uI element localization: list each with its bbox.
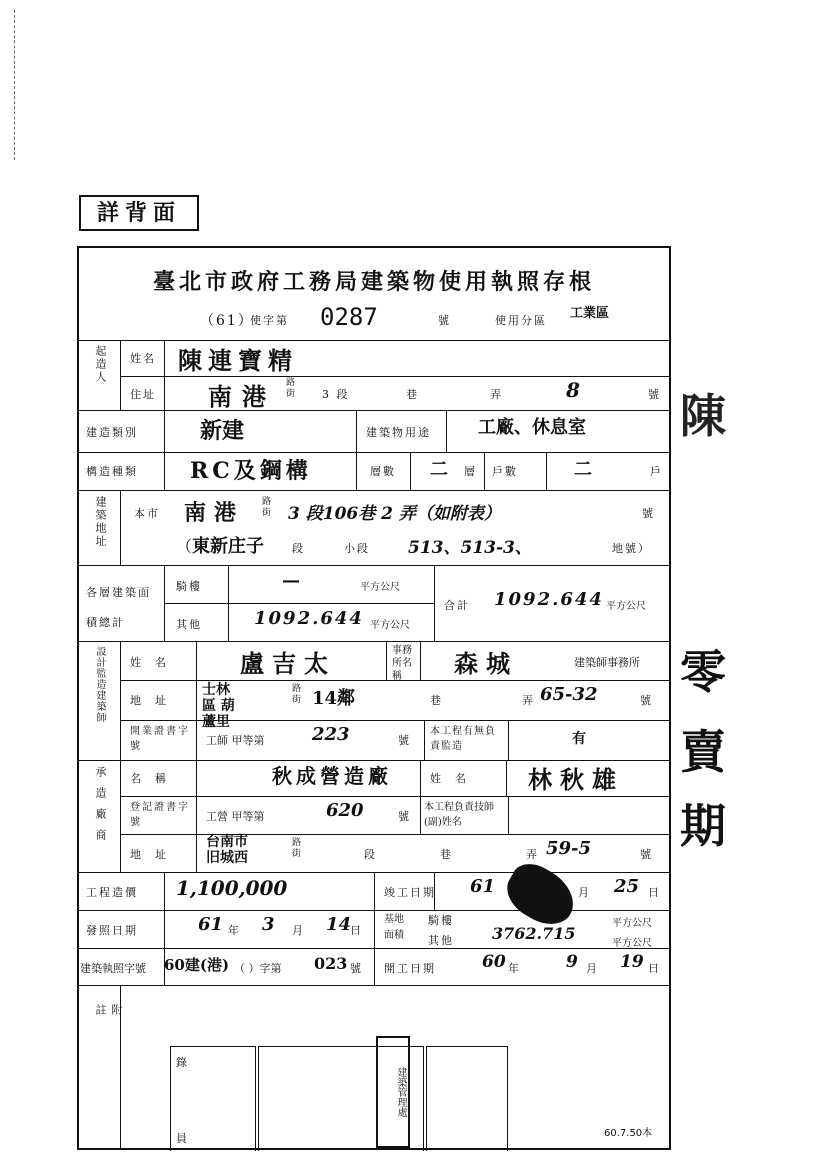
arcade-value: —	[282, 570, 300, 591]
completion-year: 61	[470, 876, 496, 897]
right-margin-char-3: 賣	[680, 725, 726, 779]
license-no: 223	[312, 724, 350, 745]
households-value: 二	[574, 459, 592, 480]
households-label: 戶數	[492, 465, 518, 478]
issue-year-unit: 年	[228, 924, 241, 937]
designer-name-label: 姓名	[130, 656, 180, 669]
builder-group-label: 起造人	[94, 345, 107, 384]
designer-road-unit: 路街	[292, 684, 302, 705]
arcade-unit: 平方公尺	[360, 582, 400, 593]
start-day: 19	[620, 952, 644, 972]
license-suffix: 號	[398, 734, 411, 747]
site-road-unit: 路街	[262, 497, 272, 518]
contractor-lane: 巷	[440, 848, 453, 861]
floor-area-group-label: 各層建築面積總計	[86, 586, 151, 629]
completion-day: 25	[614, 876, 640, 897]
category-label: 建造類別	[86, 426, 138, 439]
license-grade: 工師 甲等第	[206, 734, 265, 747]
designer-group-label: 設計監造建築師	[94, 646, 105, 723]
contractor-name-label: 名稱	[130, 772, 180, 785]
site-road: 南港	[184, 500, 245, 526]
site-group-label: 建築地址	[94, 496, 107, 548]
zone-label: 使用分區	[495, 314, 547, 327]
supervise-label: 本工程有無負責監造	[430, 726, 496, 752]
permit-number: 0287	[320, 303, 378, 331]
reg-label: 登記證書字號	[130, 802, 190, 828]
builder-alley: 弄	[490, 388, 503, 401]
base-arcade-label: 騎樓	[428, 914, 454, 927]
completion-day-unit: 日	[648, 886, 661, 899]
contractor-road-unit: 路街	[292, 838, 302, 859]
site-lot-suffix: 地號）	[612, 542, 651, 555]
site-lots: 513、513-3、	[408, 538, 532, 558]
issue-label: 發照日期	[86, 924, 138, 937]
category-value: 新建	[200, 418, 245, 444]
households-unit: 戶	[650, 465, 663, 478]
builder-name-value: 陳連寶精	[178, 346, 298, 375]
builder-addr-no: 8	[566, 378, 580, 402]
reg-suffix: 號	[398, 810, 411, 823]
designer-addr-area: 士林區 葫蘆里	[202, 682, 235, 730]
designer-name-value: 盧吉太	[240, 649, 336, 678]
contractor-addr-area: 台南市 旧城西	[206, 834, 248, 866]
base-other-value: 3762.715	[492, 924, 576, 943]
other-unit: 平方公尺	[370, 620, 410, 631]
total-value: 1092.644	[494, 589, 604, 610]
license-label: 開業證書字號	[130, 726, 190, 752]
floors-unit: 層	[464, 465, 477, 478]
tech-label: 本工程負責技師(副)姓名	[424, 802, 494, 828]
builder-addr-section: 3 段	[322, 388, 350, 401]
other-value: 1092.644	[254, 608, 364, 629]
total-label: 合計	[444, 599, 470, 612]
builder-addr-label: 住址	[130, 388, 156, 401]
builder-road-unit: 路街	[286, 378, 296, 399]
designer-alley: 弄	[522, 694, 535, 707]
site-city: 本市	[134, 507, 160, 520]
designer-addr-label: 地址	[130, 694, 180, 707]
builder-name-label: 姓名	[130, 352, 156, 365]
contractor-group-label: 承造廠商	[94, 766, 107, 850]
stamp-box-left-label: 錄	[176, 1056, 189, 1069]
remarks-label: 附註	[94, 1004, 123, 1075]
build-permit-number: 023	[314, 954, 348, 973]
issue-month: 3	[262, 914, 275, 935]
contractor-addr-no: 59-5	[546, 838, 592, 859]
right-margin-char-2: 零	[680, 645, 726, 699]
official-seal-stamp: 建築管理處	[376, 1036, 410, 1148]
zone-value: 工業區	[570, 306, 610, 321]
build-permit-value: 60建(港)	[164, 956, 230, 974]
contractor-person-value: 林秋雄	[528, 765, 624, 794]
site-subsection: 小段	[344, 542, 370, 555]
site-lot-prefix: （	[176, 537, 193, 556]
stamp-box-left-bottom: 員	[176, 1132, 189, 1145]
completion-label: 竣工日期	[384, 886, 436, 899]
permit-year: （61）	[200, 313, 254, 329]
cost-value: 1,100,000	[176, 876, 288, 900]
contractor-addr-label: 地址	[130, 848, 180, 861]
floors-value: 二	[430, 459, 448, 480]
start-month-unit: 月	[586, 962, 599, 975]
designer-lane: 巷	[430, 694, 443, 707]
issue-year: 61	[198, 914, 224, 935]
office-label: 事務所名稱	[392, 645, 412, 682]
arcade-label: 騎樓	[176, 580, 202, 593]
contractor-person-label: 姓名	[430, 772, 480, 785]
build-permit-label: 建築執照字號	[80, 962, 146, 975]
issue-month-unit: 月	[292, 924, 305, 937]
contractor-no-unit: 號	[640, 848, 653, 861]
contractor-name-value: 秋成營造廠	[272, 764, 392, 788]
base-other-label: 其他	[428, 934, 454, 947]
form-code: 60.7.50本	[604, 1128, 653, 1139]
build-permit-suffix: 號	[350, 962, 363, 975]
base-area-label: 基地面積	[384, 914, 404, 941]
start-year: 60	[482, 952, 506, 972]
office-suffix: 建築師事務所	[574, 656, 640, 669]
reg-grade: 工營 甲等第	[206, 810, 265, 823]
cost-label: 工程造價	[86, 886, 138, 899]
builder-lane: 巷	[406, 388, 419, 401]
office-value: 森城	[454, 649, 518, 678]
detail-back-tag: 詳背面	[79, 195, 199, 231]
contractor-section: 段	[364, 848, 377, 861]
site-section-unit: 段	[292, 542, 305, 555]
completion-month: 月	[578, 886, 591, 899]
supervise-value: 有	[572, 731, 586, 747]
total-unit: 平方公尺	[606, 601, 646, 612]
permit-word: 使字第	[250, 314, 289, 327]
start-label: 開工日期	[384, 962, 436, 975]
permit-suffix: 號	[438, 314, 451, 327]
other-label: 其他	[176, 618, 202, 631]
use-value: 工廠、休息室	[478, 417, 586, 438]
builder-addr-road: 南港	[208, 382, 276, 411]
start-month: 9	[566, 952, 578, 972]
use-label: 建築物用途	[366, 426, 431, 439]
start-year-unit: 年	[508, 962, 521, 975]
builder-no-unit: 號	[648, 388, 661, 401]
stamp-box-right	[426, 1046, 508, 1151]
site-lot-section: 東新庄子	[192, 536, 264, 557]
site-detail: 3 段106巷 2 弄（如附表）	[288, 504, 501, 524]
designer-addr-no: 65-32	[540, 684, 598, 705]
site-no-unit: 號	[642, 507, 655, 520]
base-arcade-unit: 平方公尺	[612, 918, 652, 929]
structure-label: 構造種類	[86, 465, 138, 478]
designer-addr-road: 14鄰	[312, 688, 356, 709]
form-title: 臺北市政府工務局建築物使用執照存根	[152, 269, 595, 295]
right-margin-char-4: 期	[680, 799, 726, 853]
binding-margin	[14, 10, 18, 160]
floors-label: 層數	[370, 465, 396, 478]
designer-no-unit: 號	[640, 694, 653, 707]
build-permit-mid: （ ）字第	[234, 962, 282, 975]
contractor-alley: 弄	[526, 848, 539, 861]
issue-day: 14	[326, 914, 352, 935]
base-other-unit: 平方公尺	[612, 938, 652, 949]
reg-no: 620	[326, 800, 364, 821]
start-day-unit: 日	[648, 962, 661, 975]
structure-value: RC及鋼構	[190, 458, 312, 484]
issue-day-unit: 日	[350, 924, 363, 937]
right-margin-char-1: 陳	[680, 389, 726, 443]
